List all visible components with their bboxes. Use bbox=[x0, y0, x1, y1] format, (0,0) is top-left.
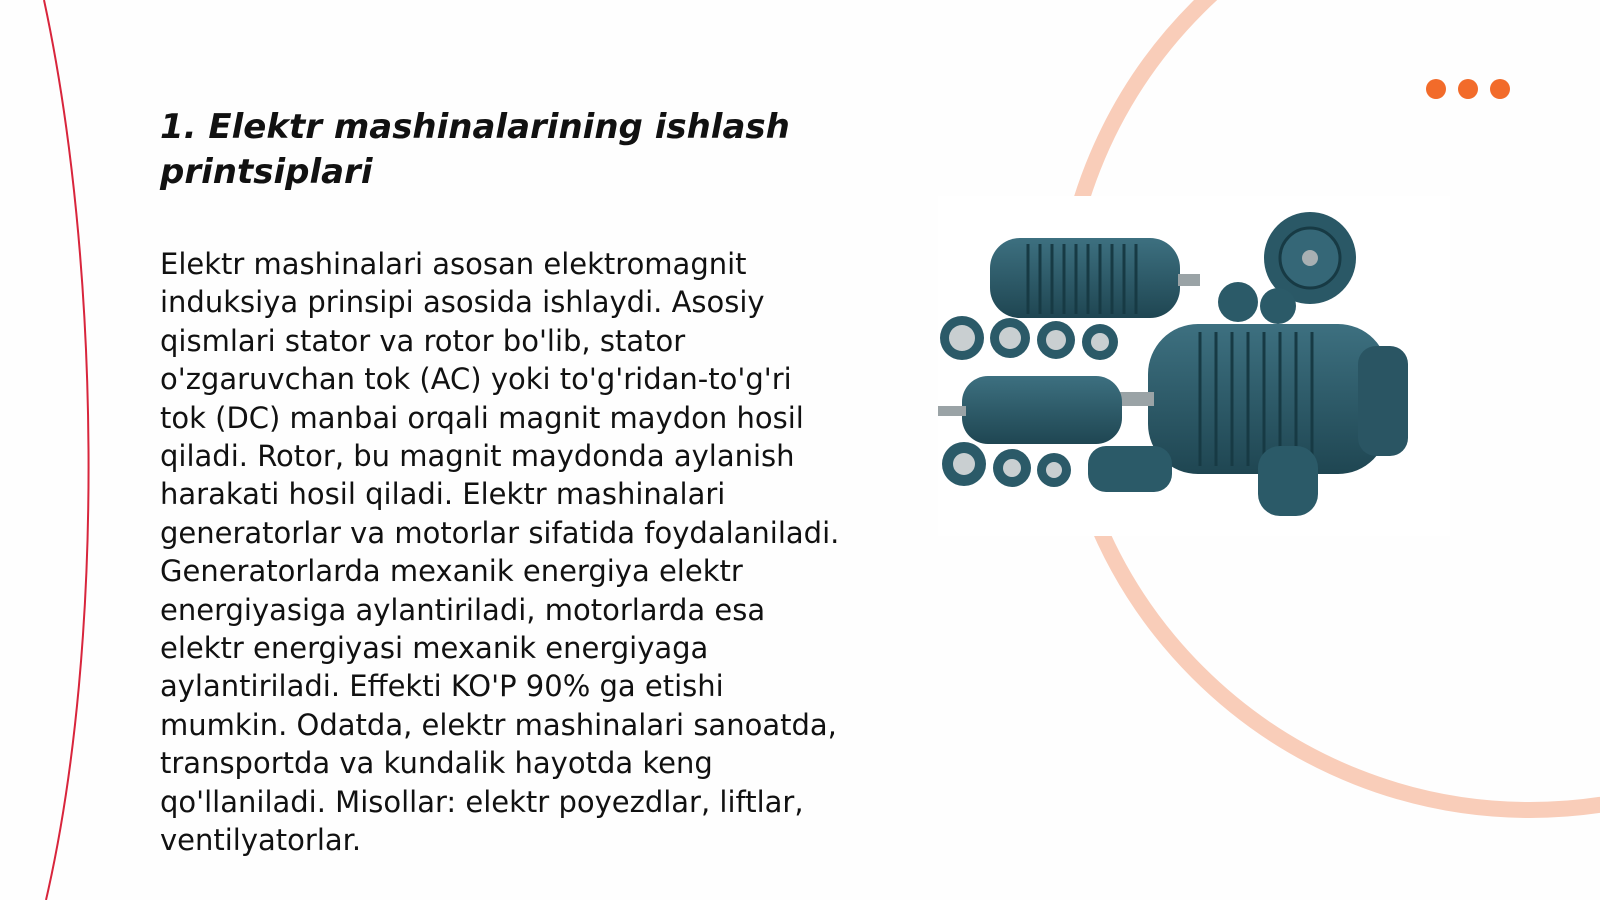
dot-1 bbox=[1426, 79, 1446, 99]
dot-2 bbox=[1458, 79, 1478, 99]
electric-motors-image bbox=[938, 196, 1450, 536]
more-dots-icon[interactable] bbox=[1426, 79, 1510, 99]
slide-body: Elektr mashinalari asosan elektromagnit induksiya prinsipi asosida ishlaydi. Asosiy qismlari stator va rotor bo'lib, stator o'zgaruvchan tok (AC) yoki to'g'ridan-to'g'ri tok (DC) manbai orqali magnit maydon hosil qiladi. Rotor, bu magnit maydonda aylanish harakati hosil qiladi. Elektr mashinalari generatorlar va motorlar sifatida foydalaniladi. Generatorlarda mexanik energiya elektr energiyasiga aylantiriladi, motorlarda esa elektr energiyasi mexanik energiyaga aylantiriladi. Effekti KO'P 90% ga etishi mumkin. Odatda, elektr mashinalari sanoatda, transportda va kundalik hayotda keng qo'llaniladi. Misollar: elektr poyezdlar, liftlar, ventilyatorlar. bbox=[160, 247, 840, 858]
slide-title: 1. Elektr mashinalarining ishlash printsiplari bbox=[160, 107, 790, 192]
dot-3 bbox=[1490, 79, 1510, 99]
left-red-curve bbox=[44, 0, 89, 900]
motor-large-top bbox=[990, 238, 1200, 318]
motor-mid-left bbox=[938, 376, 1122, 444]
